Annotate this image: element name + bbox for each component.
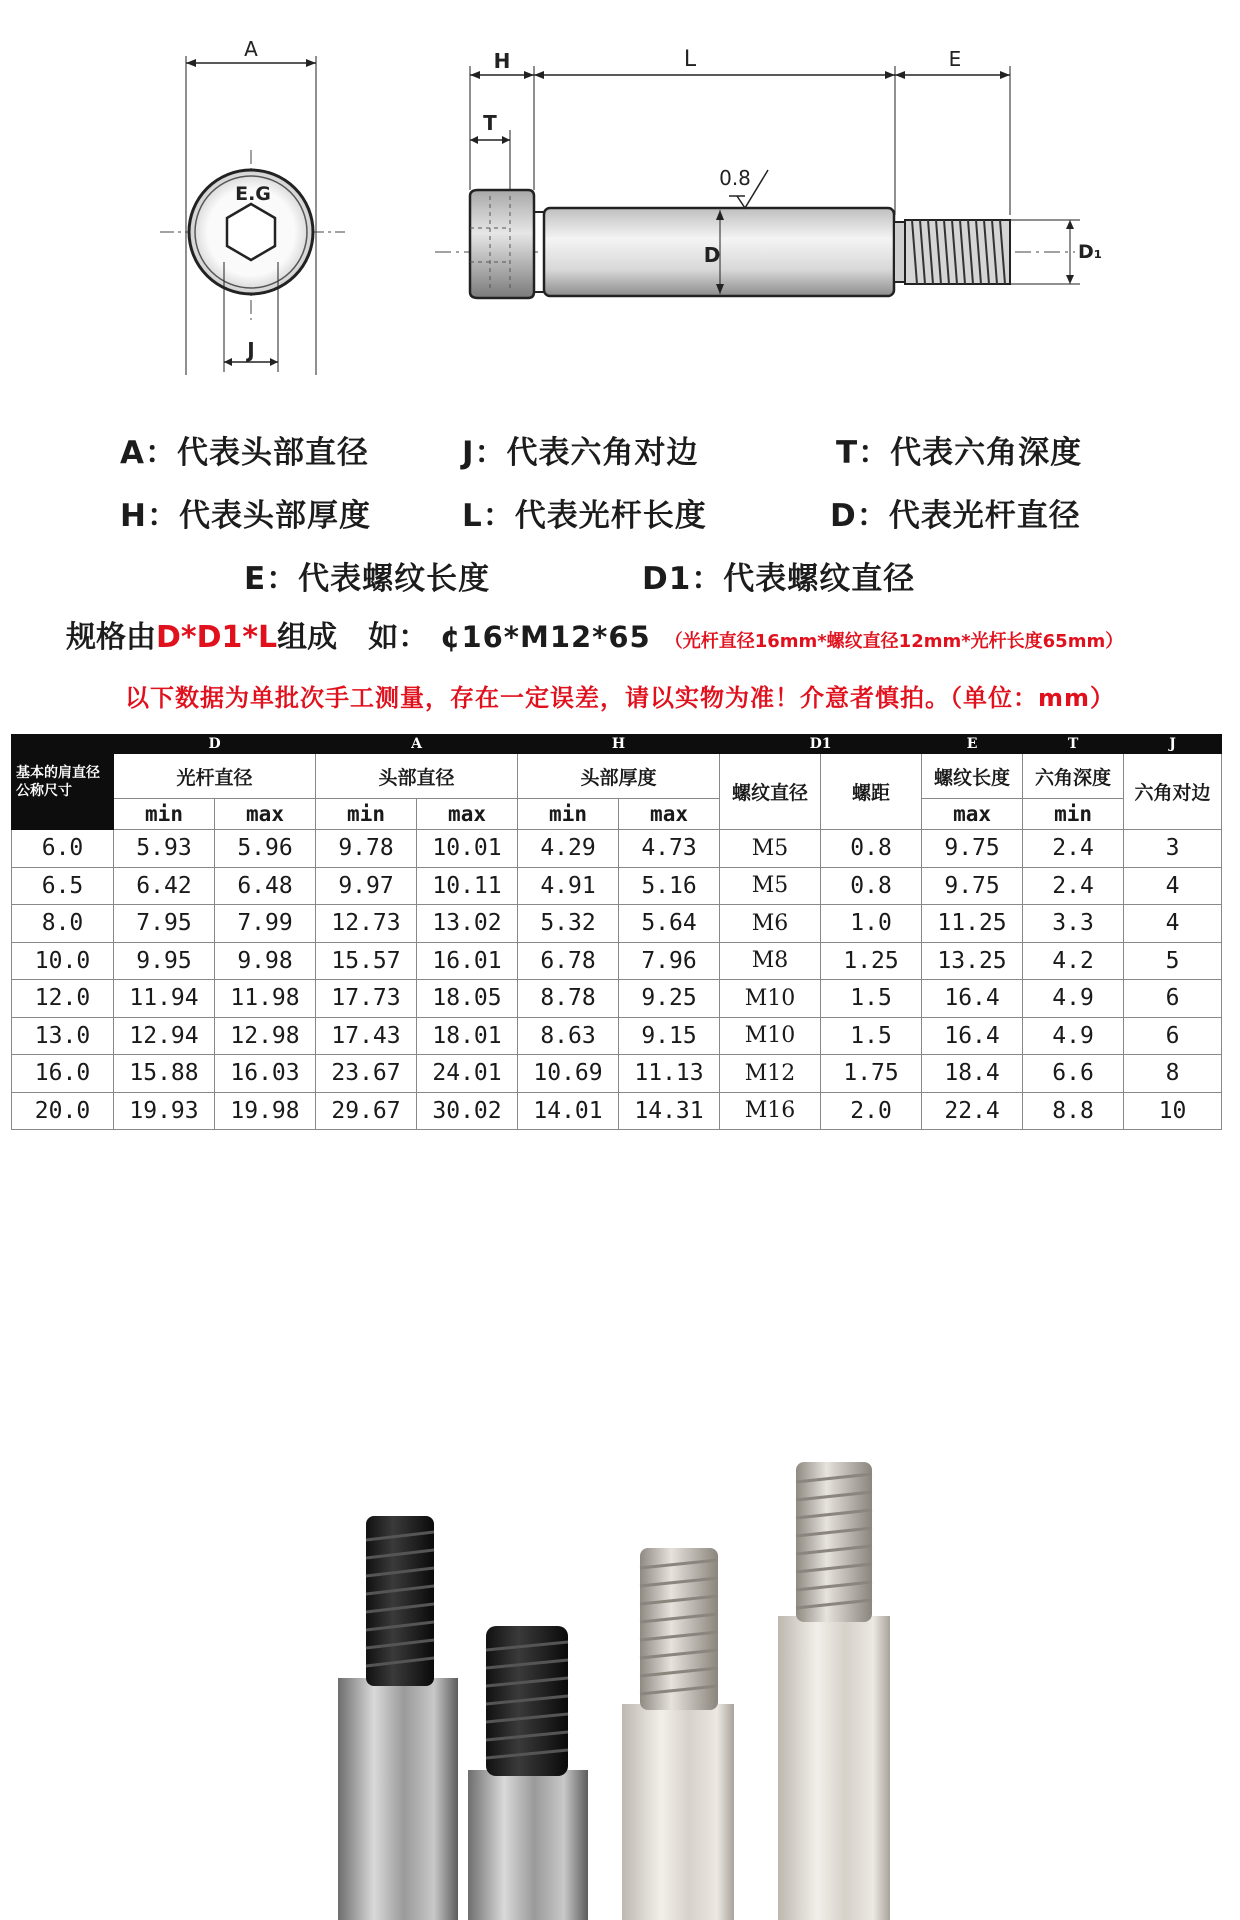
spec-table (11, 734, 1222, 1130)
cell-e-max: 16.4 (922, 1017, 1023, 1055)
sub-max: max (619, 799, 720, 830)
cell-j: 4 (1124, 867, 1222, 905)
cell-h-min: 8.63 (518, 1017, 619, 1055)
cell-a-min: 29.67 (316, 1092, 417, 1130)
cell-j: 6 (1124, 980, 1222, 1018)
table-row (12, 942, 1222, 980)
table-row (12, 905, 1222, 943)
cell-h-min: 8.78 (518, 980, 619, 1018)
sub-max: max (922, 799, 1023, 830)
cell-a-min: 15.57 (316, 942, 417, 980)
cell-e-max: 11.25 (922, 905, 1023, 943)
cell-h-min: 4.29 (518, 830, 619, 868)
cell-nominal: 16.0 (12, 1055, 114, 1093)
cell-a-min: 17.73 (316, 980, 417, 1018)
code-A: A (316, 735, 518, 754)
cell-h-min: 6.78 (518, 942, 619, 980)
code-T: T (1023, 735, 1124, 754)
screw-black-short (468, 1626, 588, 1920)
legend-L: L：代表光杆长度 (462, 498, 707, 534)
sub-min: min (1023, 799, 1124, 830)
cell-h-min: 5.32 (518, 905, 619, 943)
cell-a-max: 30.02 (417, 1092, 518, 1130)
cell-nominal: 8.0 (12, 905, 114, 943)
cell-t-min: 4.9 (1023, 980, 1124, 1018)
cell-j: 6 (1124, 1017, 1222, 1055)
cell-d-min: 12.94 (114, 1017, 215, 1055)
cell-e-max: 13.25 (922, 942, 1023, 980)
spec-formula: D*D1*L (156, 620, 278, 655)
header-pitch: 螺距 (821, 754, 922, 830)
dim-label-J: J (247, 338, 255, 362)
cell-e-max: 9.75 (922, 830, 1023, 868)
spec-example-note: （光杆直径16mm*螺纹直径12mm*光杆长度65mm） (664, 631, 1124, 652)
cell-nominal: 20.0 (12, 1092, 114, 1130)
cell-d-min: 5.93 (114, 830, 215, 868)
spec-format-line (66, 612, 1196, 660)
dim-label-E: E (948, 47, 962, 71)
sub-max: max (215, 799, 316, 830)
cell-h-min: 4.91 (518, 867, 619, 905)
code-J: J (1124, 735, 1222, 754)
dim-label-L: L (683, 47, 697, 72)
table-row (12, 1017, 1222, 1055)
cell-d-min: 19.93 (114, 1092, 215, 1130)
cell-t-min: 4.2 (1023, 942, 1124, 980)
cell-pitch: 1.5 (821, 1017, 922, 1055)
screw-nickel-tall (778, 1462, 890, 1920)
sub-min: min (114, 799, 215, 830)
cell-pitch: 1.75 (821, 1055, 922, 1093)
cell-pitch: 1.25 (821, 942, 922, 980)
roughness-label: 0.8 (719, 166, 751, 190)
cell-pitch: 0.8 (821, 830, 922, 868)
legend-A: A：代表头部直径 (120, 435, 369, 471)
cell-a-min: 17.43 (316, 1017, 417, 1055)
cell-d-max: 16.03 (215, 1055, 316, 1093)
code-H: H (518, 735, 720, 754)
cell-e-max: 16.4 (922, 980, 1023, 1018)
cell-a-min: 12.73 (316, 905, 417, 943)
spec-table-body (12, 830, 1222, 1130)
side-view (435, 47, 1102, 298)
cell-d-max: 6.48 (215, 867, 316, 905)
cell-d-max: 9.98 (215, 942, 316, 980)
spec-label: 规格由 (66, 620, 156, 655)
header-hex-depth: 六角深度 (1023, 754, 1124, 799)
legend-J: J：代表六角对边 (462, 435, 699, 471)
table-row (12, 867, 1222, 905)
cell-d-max: 7.99 (215, 905, 316, 943)
cell-t-min: 2.4 (1023, 867, 1124, 905)
screw-nickel-short (622, 1548, 734, 1920)
cell-h-max: 9.15 (619, 1017, 720, 1055)
legend-D1: D1：代表螺纹直径 (642, 561, 916, 597)
cell-h-max: 14.31 (619, 1092, 720, 1130)
cell-thread: M5 (720, 830, 821, 868)
cell-j: 10 (1124, 1092, 1222, 1130)
cell-t-min: 2.4 (1023, 830, 1124, 868)
cell-d-max: 12.98 (215, 1017, 316, 1055)
cell-a-max: 18.01 (417, 1017, 518, 1055)
cell-nominal: 12.0 (12, 980, 114, 1018)
cell-nominal: 13.0 (12, 1017, 114, 1055)
cell-h-min: 14.01 (518, 1092, 619, 1130)
dim-label-T: T (483, 111, 497, 135)
cell-j: 4 (1124, 905, 1222, 943)
cell-e-max: 9.75 (922, 867, 1023, 905)
cell-a-min: 23.67 (316, 1055, 417, 1093)
header-thread-length: 螺纹长度 (922, 754, 1023, 799)
cell-pitch: 1.5 (821, 980, 922, 1018)
legend-E: E：代表螺纹长度 (244, 561, 491, 597)
table-row (12, 1092, 1222, 1130)
cell-nominal: 6.0 (12, 830, 114, 868)
cell-t-min: 3.3 (1023, 905, 1124, 943)
cell-thread: M16 (720, 1092, 821, 1130)
cell-d-min: 11.94 (114, 980, 215, 1018)
cell-a-max: 24.01 (417, 1055, 518, 1093)
cell-d-min: 15.88 (114, 1055, 215, 1093)
cell-pitch: 0.8 (821, 867, 922, 905)
head-end-view (160, 37, 345, 375)
dim-label-D: D (703, 243, 721, 267)
mark-label-EG: E.G (235, 183, 271, 205)
shoulder-screw-drawing (0, 0, 1240, 400)
cell-a-min: 9.78 (316, 830, 417, 868)
cell-e-max: 18.4 (922, 1055, 1023, 1093)
cell-j: 3 (1124, 830, 1222, 868)
cell-t-min: 6.6 (1023, 1055, 1124, 1093)
cell-a-max: 18.05 (417, 980, 518, 1018)
spec-example: ¢16*M12*65 (440, 620, 651, 654)
cell-pitch: 2.0 (821, 1092, 922, 1130)
cell-j: 5 (1124, 942, 1222, 980)
screw-black-tall (338, 1516, 458, 1920)
spec-example-label: 如： (368, 620, 429, 655)
cell-a-min: 9.97 (316, 867, 417, 905)
legend-T: T：代表六角深度 (836, 435, 1083, 471)
code-D1: D1 (720, 735, 922, 754)
table-row (12, 980, 1222, 1018)
cell-thread: M6 (720, 905, 821, 943)
cell-thread: M5 (720, 867, 821, 905)
dim-label-H: H (493, 49, 511, 73)
header-thread-diameter: 螺纹直径 (720, 754, 821, 830)
cell-a-max: 10.11 (417, 867, 518, 905)
cell-thread: M10 (720, 980, 821, 1018)
cell-d-max: 5.96 (215, 830, 316, 868)
cell-nominal: 10.0 (12, 942, 114, 980)
cell-pitch: 1.0 (821, 905, 922, 943)
product-photo (0, 1440, 1240, 1920)
cell-h-max: 11.13 (619, 1055, 720, 1093)
table-row (12, 1055, 1222, 1093)
cell-nominal: 6.5 (12, 867, 114, 905)
cell-thread: M12 (720, 1055, 821, 1093)
legend-H: H：代表头部厚度 (120, 498, 371, 534)
code-E: E (922, 735, 1023, 754)
code-D: D (114, 735, 316, 754)
cell-j: 8 (1124, 1055, 1222, 1093)
header-shaft-diameter: 光杆直径 (114, 754, 316, 799)
cell-thread: M10 (720, 1017, 821, 1055)
cell-a-max: 13.02 (417, 905, 518, 943)
cell-h-max: 9.25 (619, 980, 720, 1018)
cell-e-max: 22.4 (922, 1092, 1023, 1130)
header-head-thickness: 头部厚度 (518, 754, 720, 799)
cell-h-max: 7.96 (619, 942, 720, 980)
cell-d-min: 7.95 (114, 905, 215, 943)
cell-thread: M8 (720, 942, 821, 980)
corner-header: 基本的肩直径公称尺寸 (12, 735, 114, 830)
spec-suffix: 组成 (277, 620, 338, 655)
cell-t-min: 8.8 (1023, 1092, 1124, 1130)
cell-t-min: 4.9 (1023, 1017, 1124, 1055)
header-head-diameter: 头部直径 (316, 754, 518, 799)
measurement-notice: 以下数据为单批次手工测量，存在一定误差，请以实物为准！介意者慎拍。（单位：mm） (124, 684, 1115, 712)
table-row (12, 830, 1222, 868)
cell-h-max: 4.73 (619, 830, 720, 868)
sub-min: min (518, 799, 619, 830)
dim-label-D1: D₁ (1077, 241, 1103, 263)
cell-d-max: 11.98 (215, 980, 316, 1018)
legend-D: D：代表光杆直径 (830, 498, 1081, 534)
cell-d-min: 6.42 (114, 867, 215, 905)
cell-d-max: 19.98 (215, 1092, 316, 1130)
cell-h-max: 5.16 (619, 867, 720, 905)
sub-min: min (316, 799, 417, 830)
cell-a-max: 16.01 (417, 942, 518, 980)
sub-max: max (417, 799, 518, 830)
cell-h-min: 10.69 (518, 1055, 619, 1093)
cell-h-max: 5.64 (619, 905, 720, 943)
dim-label-A: A (244, 37, 258, 61)
cell-a-max: 10.01 (417, 830, 518, 868)
cell-d-min: 9.95 (114, 942, 215, 980)
header-hex-across-flats: 六角对边 (1124, 754, 1222, 830)
